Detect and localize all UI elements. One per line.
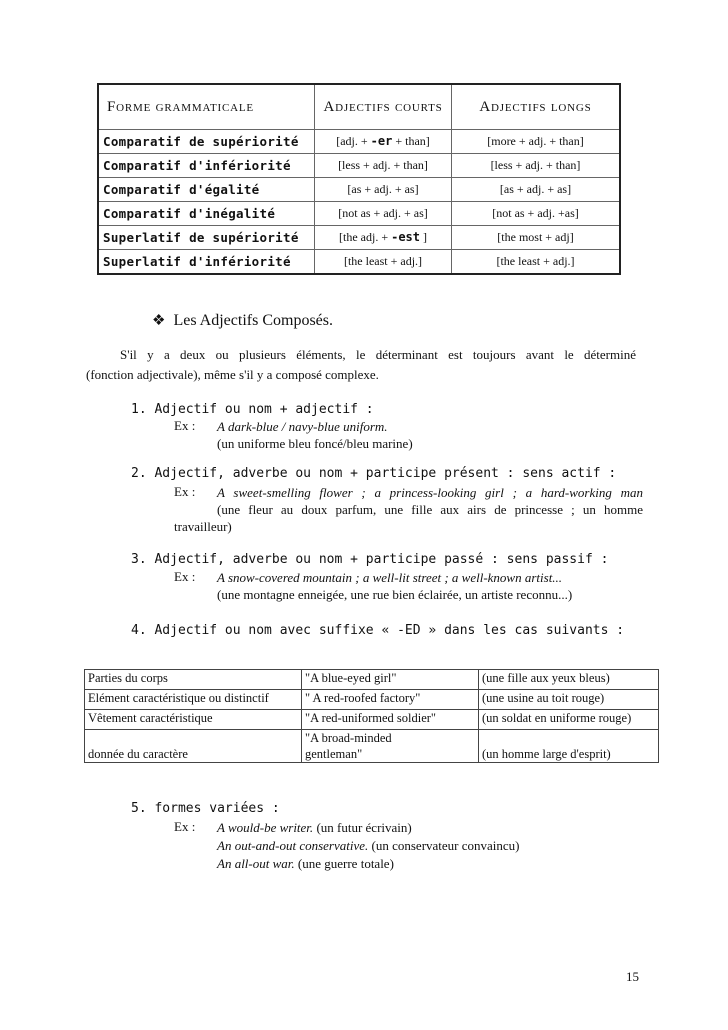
header-courts: Adjectifs courts <box>315 84 452 130</box>
form-cell: Comparatif d'égalité <box>98 178 315 202</box>
english-cell: "A red-uniformed soldier" <box>302 710 479 730</box>
table-header-row <box>98 84 620 130</box>
translation-3: (une montagne enneigée, une rue bien éclairée, un artiste reconnu...) <box>217 587 573 602</box>
short-cell: [the adj. + -est ] <box>315 226 452 250</box>
header-longs: Adjectifs longs <box>452 84 621 130</box>
table-row <box>85 690 659 710</box>
item-3-heading: 3. Adjectif, adverbe ou nom + participe passé : sens passif : <box>131 552 609 567</box>
french-cell: (un homme large d'esprit) <box>479 730 659 763</box>
english-cell: "A blue-eyed girl" <box>302 670 479 690</box>
english-cell: " A red-roofed factory" <box>302 690 479 710</box>
short-cell: [the least + adj.] <box>315 250 452 275</box>
form-cell: Comparatif de supériorité <box>98 130 315 154</box>
ex-label: Ex : <box>174 819 196 834</box>
long-cell: [as + adj. + as] <box>452 178 621 202</box>
translation-2-line2: travailleur) <box>174 519 232 534</box>
table-row <box>98 154 620 178</box>
item-4-heading: 4. Adjectif ou nom avec suffixe « -ED » dans les cas suivants : <box>131 623 625 638</box>
example-2: A sweet-smelling flower ; a princess-looking girl ; a hard-working man <box>217 485 643 500</box>
ex-label: Ex : <box>174 418 196 433</box>
ex-label: Ex : <box>174 569 196 584</box>
diamond-bullet-icon: ❖ <box>152 313 166 329</box>
category-cell: Elément caractéristique ou distinctif <box>85 690 302 710</box>
form-cell: Comparatif d'inégalité <box>98 202 315 226</box>
category-cell: Parties du corps <box>85 670 302 690</box>
intro-paragraph: S'il y a deux ou plusieurs éléments, le déterminant est toujours avant le déterminé (fonction adjectivale), même s'il y a composé complexe. <box>86 347 636 382</box>
long-cell: [the most + adj] <box>452 226 621 250</box>
item-1-heading: 1. Adjectif ou nom + adjectif : <box>131 402 374 417</box>
page-number: 15 <box>626 969 639 984</box>
section-title-text: Les Adjectifs Composés. <box>173 312 333 329</box>
example-5-line3: An all-out war. (une guerre totale) <box>217 856 394 871</box>
table-row <box>85 730 659 763</box>
category-cell: donnée du caractère <box>85 730 302 763</box>
ex-label: Ex : <box>174 484 196 499</box>
example-5-line1: A would-be writer. (un futur écrivain) <box>217 820 412 835</box>
item-5-heading: 5. formes variées : <box>131 801 280 816</box>
long-cell: [not as + adj. +as] <box>452 202 621 226</box>
table-row <box>98 250 620 275</box>
table-row <box>85 670 659 690</box>
header-forme: Forme grammaticale <box>98 84 315 130</box>
example-5-line2: An out-and-out conservative. (un conservateur convaincu) <box>217 838 520 853</box>
table-row <box>85 710 659 730</box>
short-cell: [as + adj. + as] <box>315 178 452 202</box>
table-row <box>98 130 620 154</box>
long-cell: [the least + adj.] <box>452 250 621 275</box>
ed-suffix-table <box>84 669 659 763</box>
long-cell: [less + adj. + than] <box>452 154 621 178</box>
table-row <box>98 178 620 202</box>
comparatives-table <box>97 83 621 275</box>
short-cell: [less + adj. + than] <box>315 154 452 178</box>
table-row <box>98 226 620 250</box>
example-1: A dark-blue / navy-blue uniform. <box>217 419 388 434</box>
english-cell: "A broad-minded gentleman" <box>302 730 479 763</box>
french-cell: (une fille aux yeux bleus) <box>479 670 659 690</box>
long-cell: [more + adj. + than] <box>452 130 621 154</box>
example-3: A snow-covered mountain ; a well-lit street ; a well-known artist... <box>217 570 563 585</box>
table-row <box>98 202 620 226</box>
form-cell: Comparatif d'infériorité <box>98 154 315 178</box>
category-cell: Vêtement caractéristique <box>85 710 302 730</box>
short-cell: [adj. + -er + than] <box>315 130 452 154</box>
section-title <box>152 311 333 330</box>
item-2-heading: 2. Adjectif, adverbe ou nom + participe présent : sens actif : <box>131 466 617 481</box>
form-cell: Superlatif d'infériorité <box>98 250 315 275</box>
translation-2-line1: (une fleur au doux parfum, une fille aux airs de princesse ; un homme <box>217 502 643 517</box>
short-cell: [not as + adj. + as] <box>315 202 452 226</box>
form-cell: Superlatif de supériorité <box>98 226 315 250</box>
translation-1: (un uniforme bleu foncé/bleu marine) <box>217 436 413 451</box>
french-cell: (une usine au toit rouge) <box>479 690 659 710</box>
french-cell: (un soldat en uniforme rouge) <box>479 710 659 730</box>
